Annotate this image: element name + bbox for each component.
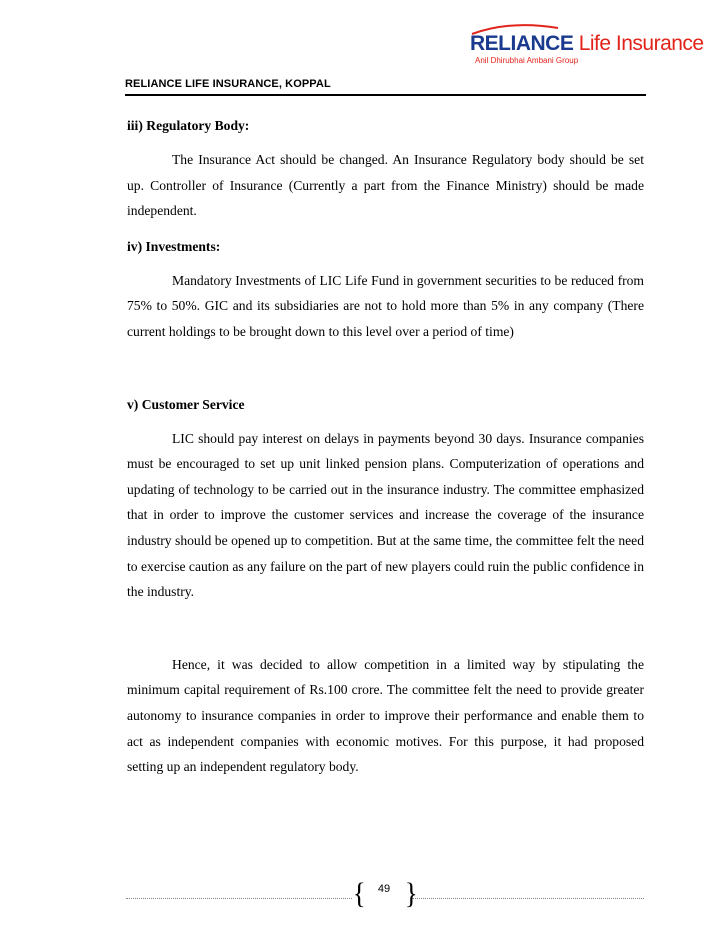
logo-tagline: Life Insurance — [578, 32, 704, 55]
section-customer-service — [127, 395, 644, 780]
section-heading: iii) Regulatory Body: — [127, 118, 250, 133]
document-header-title: RELIANCE LIFE INSURANCE, KOPPAL — [125, 78, 331, 90]
footer-left-brace-icon: { — [352, 877, 366, 910]
footer-right-brace-icon: } — [404, 877, 418, 910]
page-number: 49 — [377, 883, 391, 895]
logo-group: Anil Dhirubhai Ambani Group — [475, 56, 579, 65]
page-content — [127, 116, 644, 780]
logo-brand — [470, 32, 704, 56]
paragraph: The Insurance Act should be changed. An Insurance Regulatory body should be set up. Controller of Insurance (Currently a part from the Finance Ministry) should be made independent. — [127, 152, 644, 219]
paragraph: LIC should pay interest on delays in payments beyond 30 days. Insurance companies must be encouraged to set up unit linked pension plans. Computerization of operations and updating of technology to be carried out in the insurance industry. The committee emphasized that in order to improve the customer services and increase the coverage of the insurance industry should be opened up to competition. But at the same time, the committee felt the need to exercise caution as any failure on the part of new players could ruin the public confidence in the industry. — [127, 430, 644, 600]
section-heading: v) Customer Service — [127, 396, 245, 412]
footer-rule-right — [412, 898, 644, 899]
reliance-logo — [470, 32, 704, 72]
logo-brand-name: RELIANCE — [470, 32, 574, 55]
footer-rule-left — [126, 898, 352, 899]
paragraph: Mandatory Investments of LIC Life Fund in government securities to be reduced from 75% to 50%. GIC and its subsidiaries are not to hold more than 5% in any company (There current holdings to be brought down to this level over a period of time) — [127, 272, 644, 339]
header-rule — [125, 94, 646, 96]
section-heading: iv) Investments: — [127, 238, 221, 254]
paragraph: Hence, it was decided to allow competition in a limited way by stipulating the minimum capital requirement of Rs.100 crore. The committee felt the need to provide greater autonomy to insurance companies in order to improve their performance and enable them to act as independent companies with economic motives. For this purpose, it had proposed setting up an independent regulatory body. — [127, 656, 644, 775]
section-investments — [127, 237, 644, 345]
section-regulatory-body — [127, 116, 644, 224]
